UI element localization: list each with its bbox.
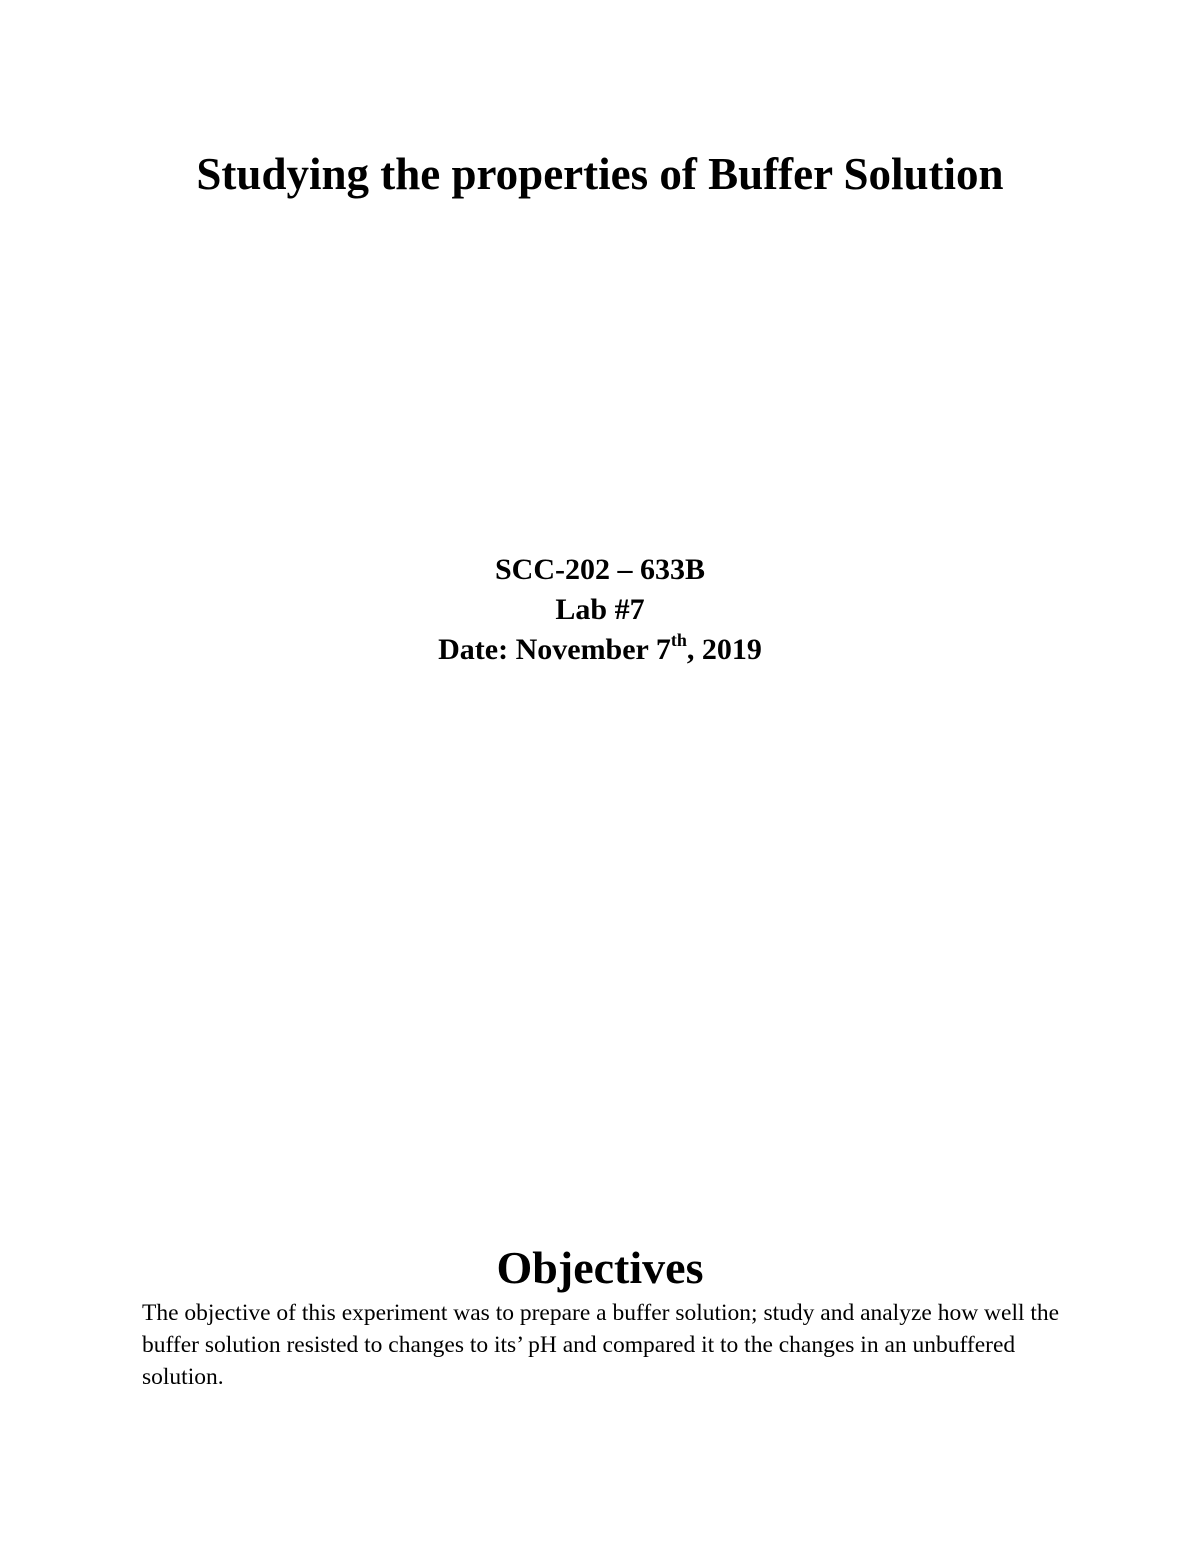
cover-info-block xyxy=(0,550,1200,670)
document-title: Studying the properties of Buffer Solution xyxy=(196,149,1004,199)
objectives-paragraph: The objective of this experiment was to prepare a buffer solution; study and analyze how well the buffer solution resisted to changes to its’ pH and compared it to the changes in an unbuffered solution. xyxy=(142,1300,1060,1390)
lab-date-ordinal: th xyxy=(670,630,687,650)
lab-number: Lab #7 xyxy=(555,593,645,626)
lab-date-prefix: Date: November 7 xyxy=(438,633,671,666)
course-code: SCC-202 – 633B xyxy=(494,553,705,586)
objectives-heading: Objectives xyxy=(496,1242,704,1293)
lab-date-year: , 2019 xyxy=(686,633,762,666)
lab-date xyxy=(0,630,1200,670)
